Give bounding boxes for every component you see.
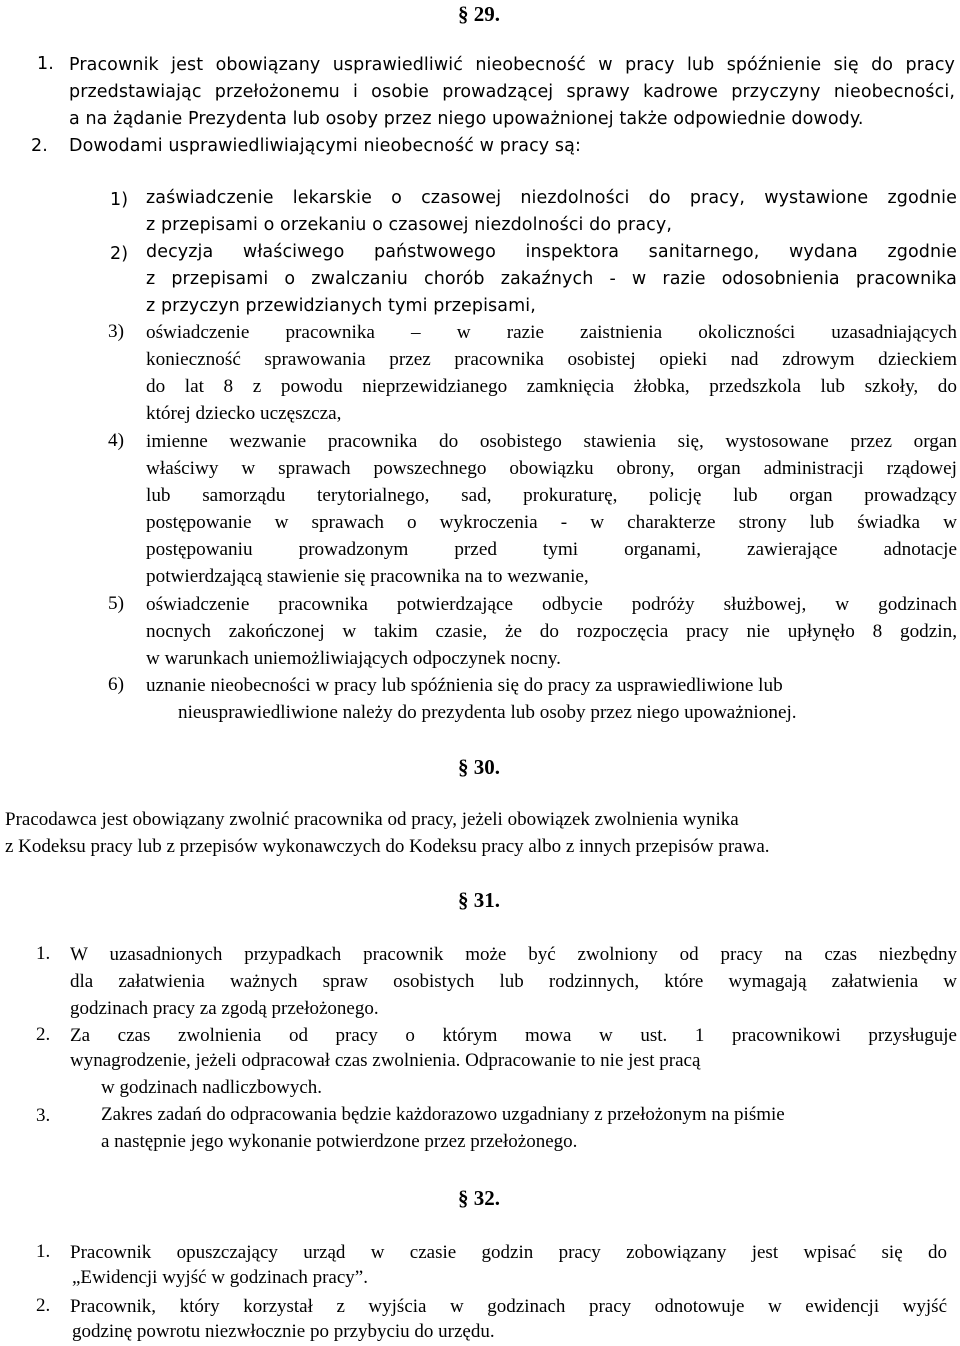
item-line: godzinach pracy za zgodą przełożonego.	[70, 998, 379, 1019]
s29-item-1	[146, 185, 957, 239]
item-line: Zakres zadań do odpracowania będzie każdorazowo uzgadniany z przełożonym na piśmie	[101, 1104, 785, 1125]
s29-item-5-number: 5)	[108, 593, 124, 614]
s30-line: z Kodeksu pracy lub z przepisów wykonawczych do Kodeksu pracy albo z innych przepisów prawa.	[5, 836, 770, 857]
section-29-heading: § 29.	[458, 2, 500, 26]
section-30-heading: § 30.	[458, 755, 500, 779]
s29-p1-text	[69, 52, 955, 106]
item-line: Za czas zwolnienia od pracy o którym mowa w ust. 1 pracownikowi przysługuje	[70, 1025, 957, 1046]
section-32-heading: § 32.	[458, 1186, 500, 1210]
item-line: godzinę powrotu niezwłocznie po przybyciu do urzędu.	[72, 1321, 495, 1342]
s29-item-4-number: 4)	[108, 430, 124, 451]
s31-item-2	[70, 1022, 957, 1049]
s29-item-6-number: 6)	[108, 674, 124, 695]
s29-item-4	[146, 428, 957, 590]
item-line: lub samorządu terytorialnego, sad, prokuraturę, policję lub organ prowadzący	[146, 485, 957, 506]
item-line: wynagrodzenie, jeżeli odpracował czas zwolnienia. Odpracowanie to nie jest pracą	[70, 1050, 701, 1071]
s32-item-1-number: 1.	[36, 1241, 51, 1262]
s32-item-2-number: 2.	[36, 1295, 51, 1316]
s32-item-1	[70, 1239, 947, 1266]
item-line: której dziecko uczęszcza,	[146, 403, 342, 424]
s31-item-1-number: 1.	[36, 943, 51, 964]
item-line: postępowanie w sprawach o wykroczenia - w charakterze strony lub świadka w	[146, 512, 957, 533]
s29-p1-number: 1.	[37, 54, 54, 74]
s29-p1-line: a na żądanie Prezydenta lub osoby przez niego upoważnionej także odpowiednie dowody.	[69, 109, 864, 129]
item-line: do lat 8 z powodu nieprzewidzianego zamknięcia żłobka, przedszkola lub szkoły, do	[146, 376, 957, 397]
item-line: nocnych zakończonej w takim czasie, że do rozpoczęcia pracy nie upłynęło 8 godzin,	[146, 621, 957, 642]
s29-p2-number: 2.	[31, 136, 48, 156]
item-line: z przepisami o orzekaniu o czasowej niezdolności do pracy,	[146, 215, 672, 235]
s29-item-1-number: 1)	[110, 190, 129, 210]
s29-p2-text: Dowodami usprawiedliwiającymi nieobecność w pracy są:	[69, 136, 581, 156]
item-line: dla załatwienia ważnych spraw osobistych lub rodzinnych, które wymagają załatwienia w	[70, 971, 957, 992]
s29-item-2-number: 2)	[110, 244, 129, 264]
item-line: postępowaniu prowadzonym przed tymi organami, zawierające adnotacje	[146, 539, 957, 560]
s30-line: Pracodawca jest obowiązany zwolnić pracownika od pracy, jeżeli obowiązek zwolnienia wynika	[5, 809, 739, 830]
item-line: potwierdzającą stawienie się pracownika na to wezwanie,	[146, 566, 589, 587]
item-line: z przyczyn przewidzianych tymi przepisami,	[146, 296, 536, 316]
item-line: oświadczenie pracownika – w razie zaistnienia okoliczności uzasadniających	[146, 322, 957, 343]
item-line: imienne wezwanie pracownika do osobistego stawienia się, wystosowane przez organ	[146, 431, 957, 452]
item-line: a następnie jego wykonanie potwierdzone przez przełożonego.	[101, 1131, 578, 1152]
item-line: konieczność sprawowania przez pracownika osobistej opieki nad zdrowym dzieckiem	[146, 349, 957, 370]
item-line: uznanie nieobecności w pracy lub spóźnienia się do pracy za usprawiedliwione lub	[146, 675, 783, 696]
s29-p1-line: Pracownik jest obowiązany usprawiedliwić nieobecność w pracy lub spóźnienie się do pracy	[69, 55, 955, 75]
s29-item-3	[146, 319, 957, 427]
item-line: oświadczenie pracownika potwierdzające odbycie podróży służbowej, w godzinach	[146, 594, 957, 615]
item-line: nieusprawiedliwione należy do prezydenta lub osoby przez niego upoważnionej.	[178, 702, 797, 723]
item-line: „Ewidencji wyjść w godzinach pracy”.	[72, 1267, 368, 1288]
s31-item-3-number: 3.	[36, 1105, 51, 1126]
item-line: z przepisami o zwalczaniu chorób zakaźnych - w razie odosobnienia pracownika	[146, 269, 957, 289]
s32-item-2	[70, 1293, 947, 1320]
item-line: Pracownik opuszczający urząd w czasie godzin pracy zobowiązany jest wpisać się do	[70, 1242, 947, 1263]
s29-item-3-number: 3)	[108, 321, 124, 342]
item-line: decyzja właściwego państwowego inspektora sanitarnego, wydana zgodnie	[146, 242, 957, 262]
item-line: właściwy w sprawach powszechnego obowiązku obrony, organ administracji rządowej	[146, 458, 957, 479]
item-line: w godzinach nadliczbowych.	[101, 1077, 323, 1098]
s29-item-5	[146, 591, 957, 672]
s29-item-2	[146, 239, 957, 320]
item-line: W uzasadnionych przypadkach pracownik może być zwolniony od pracy na czas niezbędny	[70, 944, 957, 965]
s29-p1-line: przedstawiając przełożonemu i osobie prowadzącej sprawy kadrowe przyczyny nieobecności,	[69, 82, 955, 102]
item-line: zaświadczenie lekarskie o czasowej niezdolności do pracy, wystawione zgodnie	[146, 188, 957, 208]
s31-item-2-number: 2.	[36, 1024, 51, 1045]
item-line: w warunkach uniemożliwiających odpoczynek nocny.	[146, 648, 561, 669]
item-line: Pracownik, który korzystał z wyjścia w godzinach pracy odnotowuje w ewidencji wyjść	[70, 1296, 947, 1317]
s31-item-1	[70, 941, 957, 1022]
section-31-heading: § 31.	[458, 888, 500, 912]
